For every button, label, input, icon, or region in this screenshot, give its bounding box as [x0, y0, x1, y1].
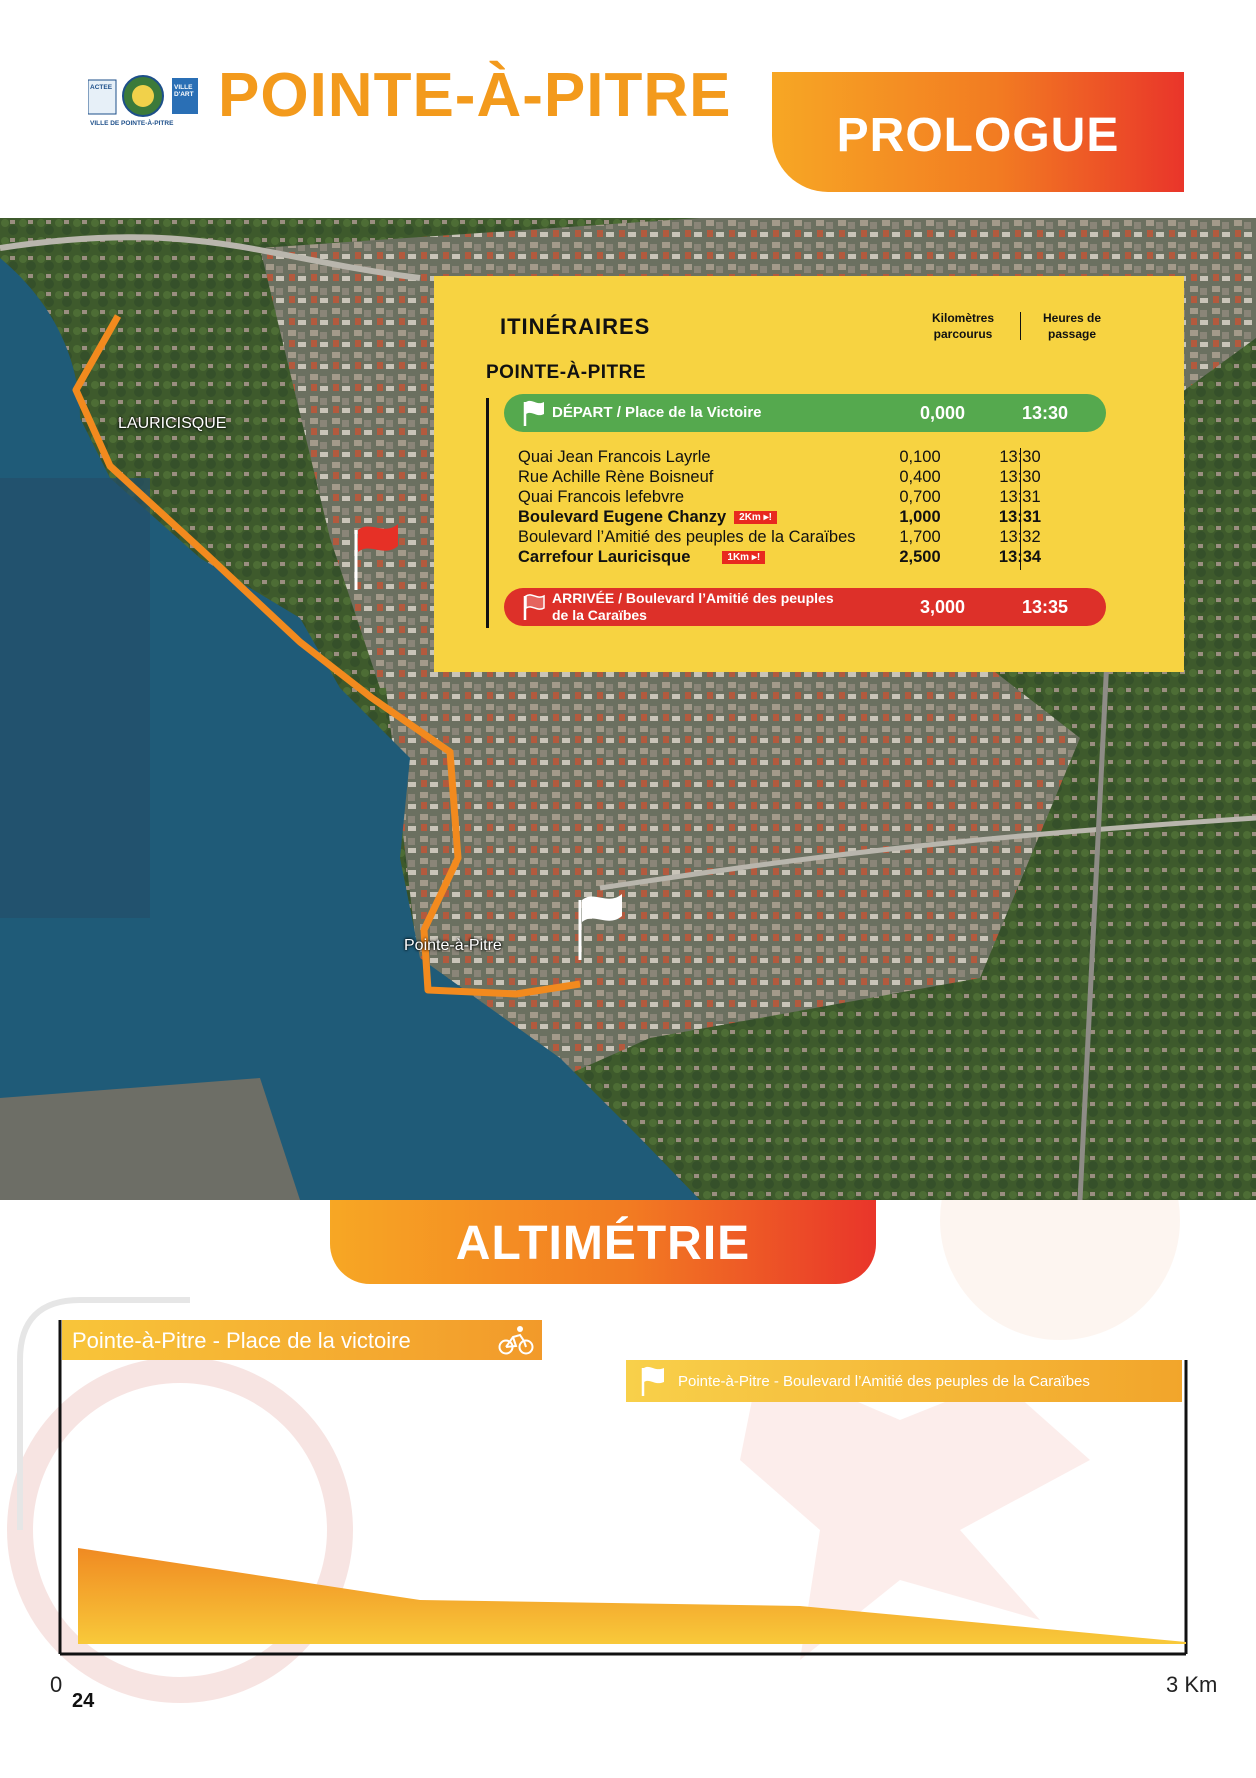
route-timeline	[486, 398, 489, 628]
row-name: Boulevard Eugene Chanzy	[518, 508, 727, 526]
row-km: 1,700	[899, 528, 941, 546]
finish-km: 3,000	[920, 597, 966, 617]
column-header-km	[918, 310, 1008, 342]
itinerary-row: Boulevard l’Amitié des peuples de la Caraïbes	[518, 528, 856, 546]
finish-label-line2: de la Caraïbes	[552, 607, 647, 623]
altimetry-tab	[330, 1200, 876, 1284]
row-time: 13:30	[999, 468, 1041, 486]
column-header-time-line2: passage	[1047, 327, 1097, 341]
start-label: DÉPART / Place de la Victoire	[552, 404, 762, 421]
end-location-label: Pointe-à-Pitre - Boulevard l’Amitié des peuples de la Caraïbes	[678, 1373, 1090, 1390]
row-time: 13:32	[999, 528, 1041, 546]
finish-flag-icon	[522, 594, 546, 620]
altimetry-title: ALTIMÉTRIE	[455, 1217, 751, 1270]
itinerary-row: Quai Francois lefebvre	[518, 488, 684, 506]
axis-end-label: 3 Km	[1166, 1672, 1218, 1697]
section-title: PROLOGUE	[836, 109, 1120, 162]
start-km: 0,000	[920, 403, 966, 423]
row-time: 13:30	[999, 448, 1041, 466]
flag-icon	[640, 1366, 666, 1396]
row-km: 0,100	[899, 448, 941, 466]
itinerary-title: ITINÉRAIRES	[500, 314, 651, 339]
logo-text-ville-art: VILLE D'ART	[174, 84, 194, 98]
city-logo	[88, 74, 206, 132]
column-header-time	[1026, 310, 1118, 342]
section-tab	[772, 72, 1184, 192]
row-time: 13:31	[998, 508, 1042, 526]
itinerary-row: Rue Achille Rène Boisneuf	[518, 468, 714, 486]
column-header-time-line1: Heures de	[1042, 311, 1102, 325]
itinerary-row: Quai Jean Francois Layrle	[518, 448, 711, 466]
start-row	[504, 394, 1106, 432]
logo-text-actee: ACTEE	[90, 84, 113, 91]
start-flag-icon	[522, 400, 546, 426]
row-time: 13:34	[998, 548, 1042, 566]
itinerary-row	[518, 548, 765, 567]
finish-time: 13:35	[1022, 597, 1069, 617]
cyclist-icon	[498, 1324, 534, 1356]
itinerary-row	[518, 508, 777, 527]
column-separator	[1020, 312, 1021, 340]
row-name: Carrefour Lauricisque	[518, 548, 691, 566]
axis-start-label: 0	[50, 1672, 63, 1697]
distance-badge: 2Km ▸!	[734, 511, 777, 524]
column-header-km-line2: parcourus	[933, 327, 993, 341]
start-location-banner	[62, 1320, 542, 1360]
distance-badge: 1Km ▸!	[722, 551, 765, 564]
start-time: 13:30	[1022, 403, 1069, 423]
elevation-area	[78, 1548, 1186, 1644]
row-km: 2,500	[899, 548, 941, 566]
finish-row	[504, 588, 1106, 626]
end-location-banner	[626, 1360, 1182, 1402]
page-title: POINTE-À-PITRE	[218, 61, 732, 130]
itinerary-panel	[434, 276, 1184, 672]
column-header-km-line1: Kilomètres	[931, 311, 995, 325]
page-number: 24	[72, 1690, 95, 1712]
map-label-lauricisque: LAURICISQUE	[118, 415, 227, 432]
map-label-pointe-a-pitre: Pointe-à-Pitre	[404, 937, 502, 954]
row-km: 0,400	[899, 468, 941, 486]
finish-label-line1: ARRIVÉE / Boulevard l’Amitié des peuples	[552, 590, 834, 606]
itinerary-city: POINTE-À-PITRE	[486, 362, 647, 383]
route-map	[0, 218, 1256, 1200]
start-location-label: Pointe-à-Pitre - Place de la victoire	[72, 1328, 411, 1353]
row-km: 0,700	[899, 488, 941, 506]
row-time: 13:31	[999, 488, 1041, 506]
logo-text-ville: VILLE DE POINTE-À-PITRE	[90, 120, 174, 127]
row-km: 1,000	[899, 508, 941, 526]
